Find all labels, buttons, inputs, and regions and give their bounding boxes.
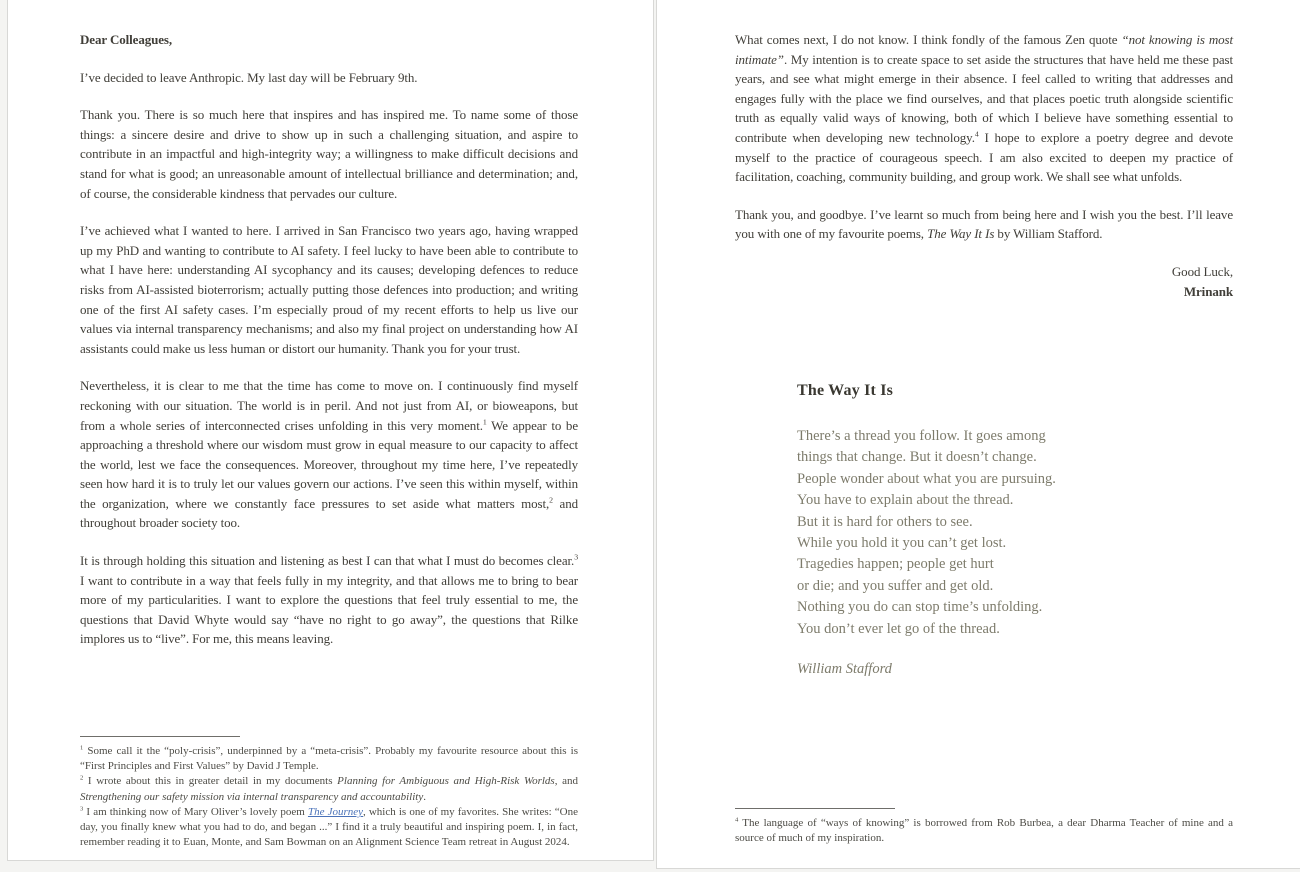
text-run: I want to contribute in a way that feels fully in my integrity, and that allows me to bring to bear more of my particularities. I want to explore the questions that feel truly essential to me, the questions that David Whyte would say “have no right to go away”, the questions that Rilke implores us to “live”. For me, this means leaving.	[80, 572, 578, 647]
poem-block	[797, 382, 1197, 678]
salutation: Dear Colleagues,	[80, 32, 173, 47]
footnote-list-left	[80, 744, 578, 850]
the-journey-link[interactable]: The Journey	[307, 805, 363, 818]
paragraph	[80, 221, 578, 358]
text-run: Thank you, and goodbye. I’ve learnt so much from being here and I wish you the best. I’ll leave you with one of my favourite poems,	[735, 206, 1233, 242]
footnote-divider	[80, 736, 240, 737]
signoff-closing: Good Luck,	[1171, 263, 1233, 279]
footnote-divider	[735, 808, 895, 809]
footnote	[735, 816, 1233, 846]
paragraph	[735, 30, 1233, 187]
footnote-marker: 2	[80, 774, 84, 782]
text-run: Planning for Ambiguous and High-Risk Worlds	[337, 775, 555, 788]
poem-lines	[797, 426, 1197, 640]
footnotes-left	[80, 736, 578, 850]
footnote-marker: 3	[574, 552, 578, 562]
footnote-marker: 1	[80, 744, 84, 752]
text-run: , and	[554, 775, 578, 788]
text-run: “not knowing is most intimate”	[735, 32, 1234, 67]
poem-line: or die; and you suffer and get old.	[797, 577, 994, 594]
text-run: I’ve decided to leave Anthropic. My last day will be February 9th.	[80, 69, 418, 85]
paragraph	[80, 105, 578, 203]
signoff-name: Mrinank	[1183, 283, 1233, 299]
footnote	[80, 805, 578, 851]
text-run: What comes next, I do not know. I think fondly of the famous Zen quote	[735, 32, 1122, 47]
signoff	[735, 262, 1233, 301]
text-run: I am thinking now of Mary Oliver’s lovely poem	[83, 805, 308, 818]
paragraph	[80, 551, 578, 649]
paragraphs-left	[80, 68, 578, 649]
text-run: by William Stafford.	[994, 226, 1103, 242]
poem-line: But it is hard for others to see.	[797, 513, 973, 530]
text-run: . My intention is to create space to set aside the structures that have held me these past years, and see what might emerge in their absence. I feel called to writing that addresses and engages fully with the place we find ourselves, and that places poetic truth alongside scientific truth as equally valid ways of knowing, both of which I believe have something essential to contribute when developing new technology.	[735, 51, 1233, 145]
text-run: and throughout broader society too.	[80, 495, 579, 531]
poem-line: People wonder about what you are pursuing.	[797, 470, 1056, 487]
text-run: We appear to be approaching a threshold where our wisdom must grow in equal measure to our capacity to affect the world, lest we face the consequences. Moreover, throughout my time here, I’ve repeatedly seen how hard it is to truly let our values govern our actions. I’ve seen this within myself, within the organization, where we constantly face pressures to set aside what matters most,	[80, 417, 579, 511]
poem-line: Tragedies happen; people get hurt	[797, 556, 994, 573]
footnote	[80, 744, 578, 774]
footnote-marker: 1	[482, 417, 487, 427]
poem-line: While you hold it you can’t get lost.	[797, 535, 1007, 552]
text-run: Thank you. There is so much here that inspires and has inspired me. To name some of those things: a sincere desire and drive to show up in such a challenging situation, and aspire to contribute in an impactful and high-integrity way; a willingness to make difficult decisions and stand for what is good; an unreasonable amount of intellectual brilliance and determination; and, of course, the considerable kindness that pervades our culture.	[80, 107, 578, 201]
text-run: I hope to explore a poetry degree and devote myself to the practice of courageous speech. I am also excited to deepen my practice of facilitation, coaching, community building, and group work. We shall see what unfolds.	[735, 129, 1233, 185]
paragraph	[735, 205, 1233, 244]
footnote-marker: 4	[735, 816, 739, 824]
poem-title: The Way It Is	[797, 382, 894, 399]
poem-author: William Stafford	[797, 661, 892, 678]
letter-body-left	[80, 30, 578, 649]
footnote	[80, 774, 578, 804]
letter-body-right	[735, 30, 1233, 301]
paragraph	[80, 68, 578, 88]
paragraphs-right	[735, 30, 1233, 244]
text-run: It is through holding this situation and listening as best I can that what I must do becomes clear.	[80, 553, 575, 569]
poem-line: You don’t ever let go of the thread.	[797, 620, 1000, 637]
text-run: Some call it the “poly-crisis”, underpinned by a “meta-crisis”. Probably my favourite resource about this is “First Principles and First Values” by David J Temple.	[80, 745, 578, 773]
text-run: The Way It Is	[927, 226, 995, 242]
poem-line: Nothing you do can stop time’s unfolding.	[797, 599, 1043, 616]
poem-line: There’s a thread you follow. It goes among	[797, 428, 1046, 444]
text-run: I’ve achieved what I wanted to here. I arrived in San Francisco two years ago, having wrapped up my PhD and wanting to contribute to AI safety. I feel lucky to have been able to contribute to what I have here: understanding AI sycophancy and its causes; developing defences to reduce risks from AI-assisted bioterrorism; actually putting those defences into production; and writing one of the first AI safety cases. I’m especially proud of my recent efforts to help us live our values via internal transparency mechanisms; and also my final project on understanding how AI assistants could make us less human or distort our humanity. Thank you for your trust.	[80, 223, 578, 356]
footnotes-right	[735, 808, 1233, 846]
footnote-list-right	[735, 816, 1233, 846]
text-run: .	[423, 790, 426, 803]
text-run: Strengthening our safety mission via internal transparency and accountability	[80, 790, 424, 803]
text-run: Nevertheless, it is clear to me that the time has come to move on. I continuously find myself reckoning with our situation. The world is in peril. And not just from AI, or bioweapons, but from a whole series of interconnected crises unfolding in this very moment.	[80, 378, 578, 433]
poem-line: You have to explain about the thread.	[797, 492, 1014, 509]
footnote-marker: 3	[80, 805, 84, 813]
paragraph	[80, 376, 578, 533]
poem-line: things that change. But it doesn’t change.	[797, 449, 1037, 466]
footnote-marker: 4	[974, 129, 979, 139]
text-run: , which is one of my favorites. She writes: “One day, you finally knew what you had to do, and began ...” I find it a truly beautiful and inspiring poem. I, in fact, remember reading it to Euan, Monte, and Sam Bowman on an Alignment Science Team retreat in August 2024.	[80, 805, 578, 849]
footnote-marker: 2	[549, 495, 553, 505]
text-run: The language of “ways of knowing” is borrowed from Rob Burbea, a dear Dharma Teacher of mine and a source of much of my inspiration.	[735, 817, 1233, 845]
text-run: I wrote about this in greater detail in my documents	[83, 775, 338, 788]
